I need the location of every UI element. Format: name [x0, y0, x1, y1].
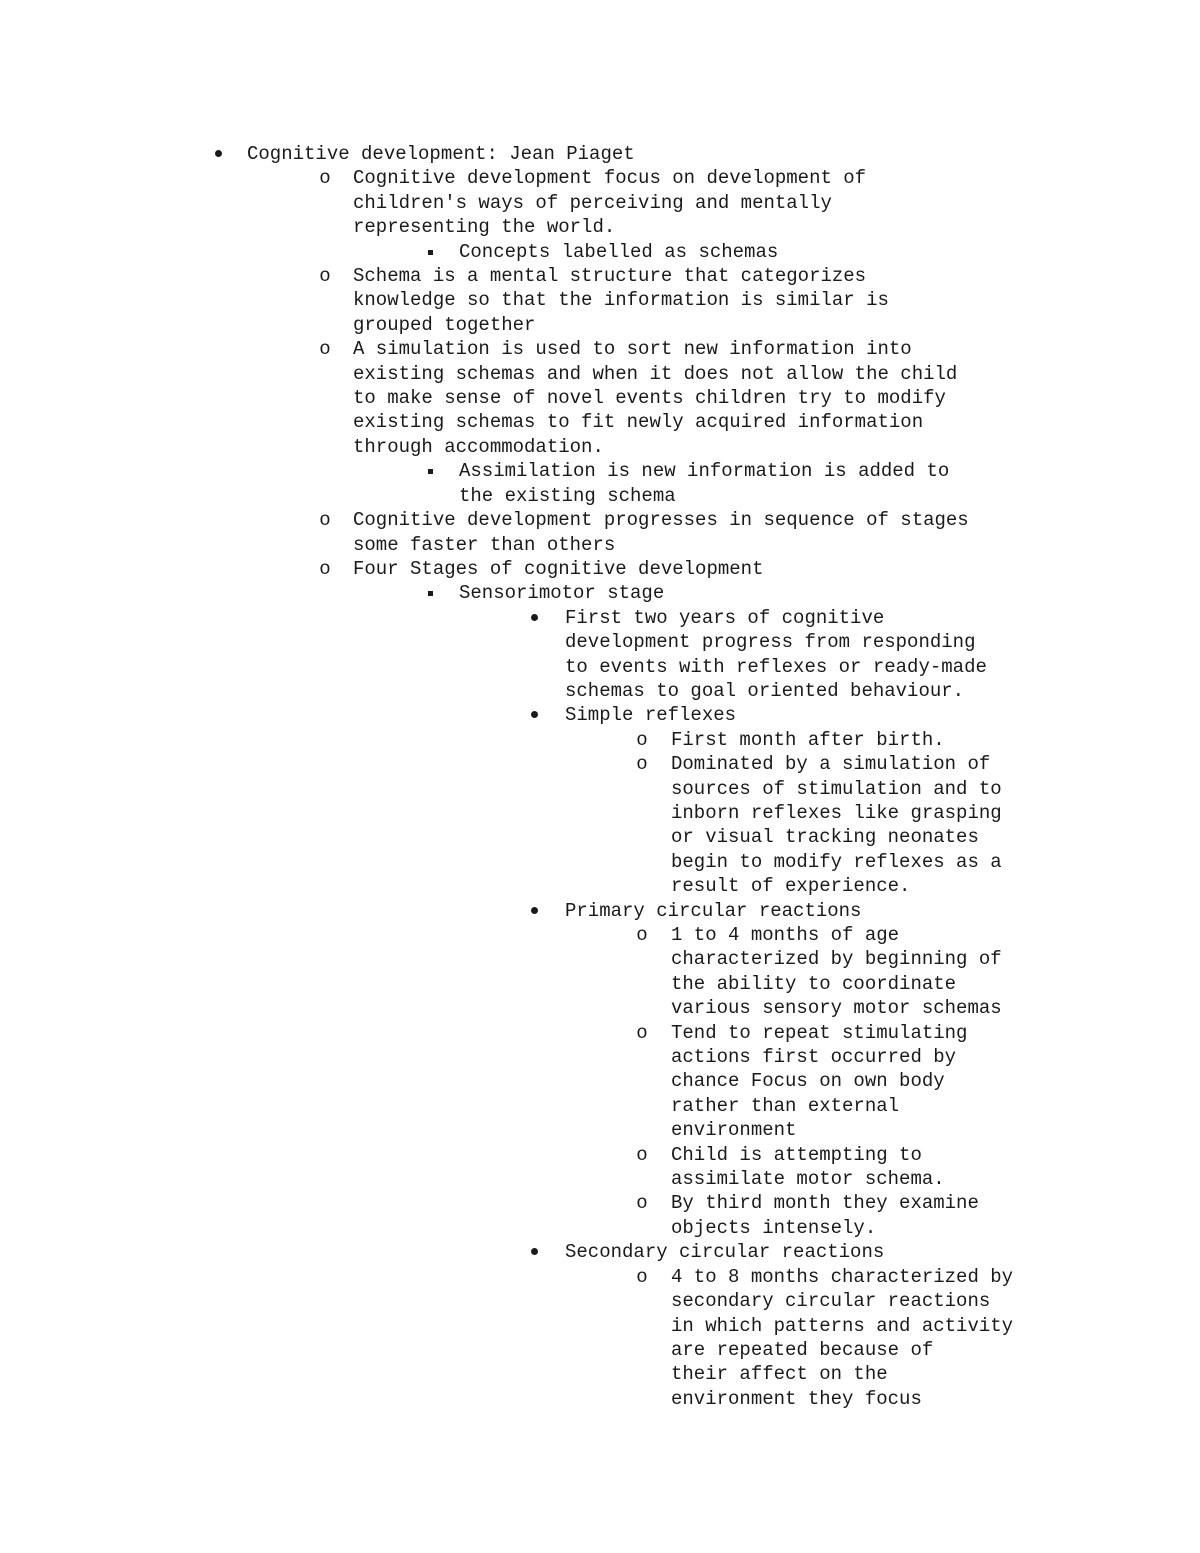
outline-item-level-1 [0, 142, 1200, 166]
text-line: environment [671, 1119, 797, 1142]
document-page [0, 142, 1200, 1411]
text-line: schemas to goal oriented behaviour. [565, 679, 965, 702]
outline-item-level-5 [0, 1143, 1200, 1192]
outline-item-text [247, 142, 1067, 166]
outline-item-level-4 [0, 899, 1200, 923]
outline-item-text [671, 728, 1071, 752]
outline-item-text [671, 1265, 1071, 1411]
outline-item-level-5 [0, 1021, 1200, 1143]
text-line: assimilate motor schema. [671, 1168, 945, 1191]
outline-item-level-2 [0, 508, 1200, 557]
text-line: begin to modify reflexes as a [671, 850, 1002, 873]
text-line: Assimilation is new information is added to [459, 460, 950, 483]
outline-item-text [671, 1021, 1071, 1143]
outline-item-text [671, 752, 1071, 898]
outline-item-text [565, 1240, 1065, 1264]
text-line: actions first occurred by [671, 1046, 957, 1069]
outline-item-level-3 [0, 459, 1200, 508]
text-line: representing the world. [353, 216, 616, 239]
text-line: Schema is a mental structure that categorizes [353, 265, 867, 288]
text-line: to events with reflexes or ready-made [565, 655, 987, 678]
outline-item-text [353, 264, 1068, 337]
outline-item-level-5 [0, 728, 1200, 752]
outline-item-level-5 [0, 1191, 1200, 1240]
text-line: Secondary circular reactions [565, 1241, 885, 1264]
outline-item-level-5 [0, 1265, 1200, 1411]
text-line: 4 to 8 months characterized by [671, 1265, 1014, 1288]
text-line: Primary circular reactions [565, 899, 862, 922]
outline-item-level-4 [0, 703, 1200, 727]
text-line: environment they focus [671, 1387, 922, 1410]
text-line: Dominated by a simulation of [671, 753, 991, 776]
text-line: 1 to 4 months of age [671, 924, 900, 946]
text-line: their affect on the [671, 1363, 888, 1386]
text-line: development progress from responding [565, 631, 976, 654]
text-line: Sensorimotor stage [459, 582, 665, 605]
text-line: grouped together [353, 313, 536, 336]
text-line: Child is attempting to [671, 1143, 922, 1166]
text-line: are repeated because of [671, 1338, 934, 1361]
text-line: inborn reflexes like grasping [671, 801, 1002, 824]
text-line: knowledge so that the information is similar is [353, 289, 889, 312]
outline-item-level-4 [0, 606, 1200, 704]
text-line: Simple reflexes [565, 704, 737, 727]
outline-item-text [353, 508, 1068, 557]
text-line: children's ways of perceiving and mentally [353, 191, 832, 214]
outline-item-level-4 [0, 1240, 1200, 1264]
text-line: or visual tracking neonates [671, 826, 979, 849]
text-line: the existing schema [459, 484, 676, 507]
outline-item-text [459, 581, 1069, 605]
text-line: By third month they examine [671, 1192, 979, 1215]
text-line: Four Stages of cognitive development [353, 557, 764, 580]
text-line: result of experience. [671, 875, 911, 898]
outline-item-text [353, 337, 1068, 459]
text-line: existing schemas to fit newly acquired information [353, 411, 924, 434]
text-line: Cognitive development: Jean Piaget [247, 143, 635, 165]
outline-item-text [565, 703, 1065, 727]
text-line: secondary circular reactions [671, 1290, 991, 1313]
text-line: some faster than others [353, 533, 616, 556]
outline-item-level-2 [0, 264, 1200, 337]
outline-item-text [671, 1191, 1071, 1240]
text-line: existing schemas and when it does not allow the child [353, 362, 958, 385]
outline-item-level-5 [0, 752, 1200, 898]
text-line: characterized by beginning of [671, 948, 1002, 971]
outline-item-level-2 [0, 557, 1200, 581]
outline-item-text [353, 557, 1068, 581]
outline-item-level-2 [0, 337, 1200, 459]
outline-item-text [459, 459, 1069, 508]
outline-item-text [565, 606, 1065, 704]
text-line: First two years of cognitive [565, 606, 885, 629]
outline-item-level-5 [0, 923, 1200, 1021]
outline-item-text [565, 899, 1065, 923]
text-line: various sensory motor schemas [671, 997, 1002, 1020]
text-line: the ability to coordinate [671, 972, 957, 995]
outline-item-text [459, 240, 1069, 264]
text-line: A simulation is used to sort new information into [353, 338, 912, 361]
outline-item-text [671, 1143, 1071, 1192]
outline-item-text [671, 923, 1071, 1021]
text-line: objects intensely. [671, 1216, 877, 1239]
outline-item-text [353, 166, 1068, 239]
text-line: rather than external [671, 1094, 900, 1117]
text-line: through accommodation. [353, 435, 604, 458]
outline-item-level-2 [0, 166, 1200, 239]
outline-item-level-3 [0, 581, 1200, 605]
text-line: First month after birth. [671, 728, 945, 751]
outline-item-level-3 [0, 240, 1200, 264]
text-line: in which patterns and activity [671, 1314, 1014, 1337]
text-line: Concepts labelled as schemas [459, 240, 779, 263]
text-line: Cognitive development progresses in sequence of stages [353, 509, 969, 532]
text-line: to make sense of novel events children try to modify [353, 387, 946, 410]
text-line: Cognitive development focus on development of [353, 167, 867, 190]
text-line: chance Focus on own body [671, 1070, 945, 1093]
text-line: Tend to repeat stimulating [671, 1021, 968, 1044]
text-line: sources of stimulation and to [671, 777, 1002, 800]
